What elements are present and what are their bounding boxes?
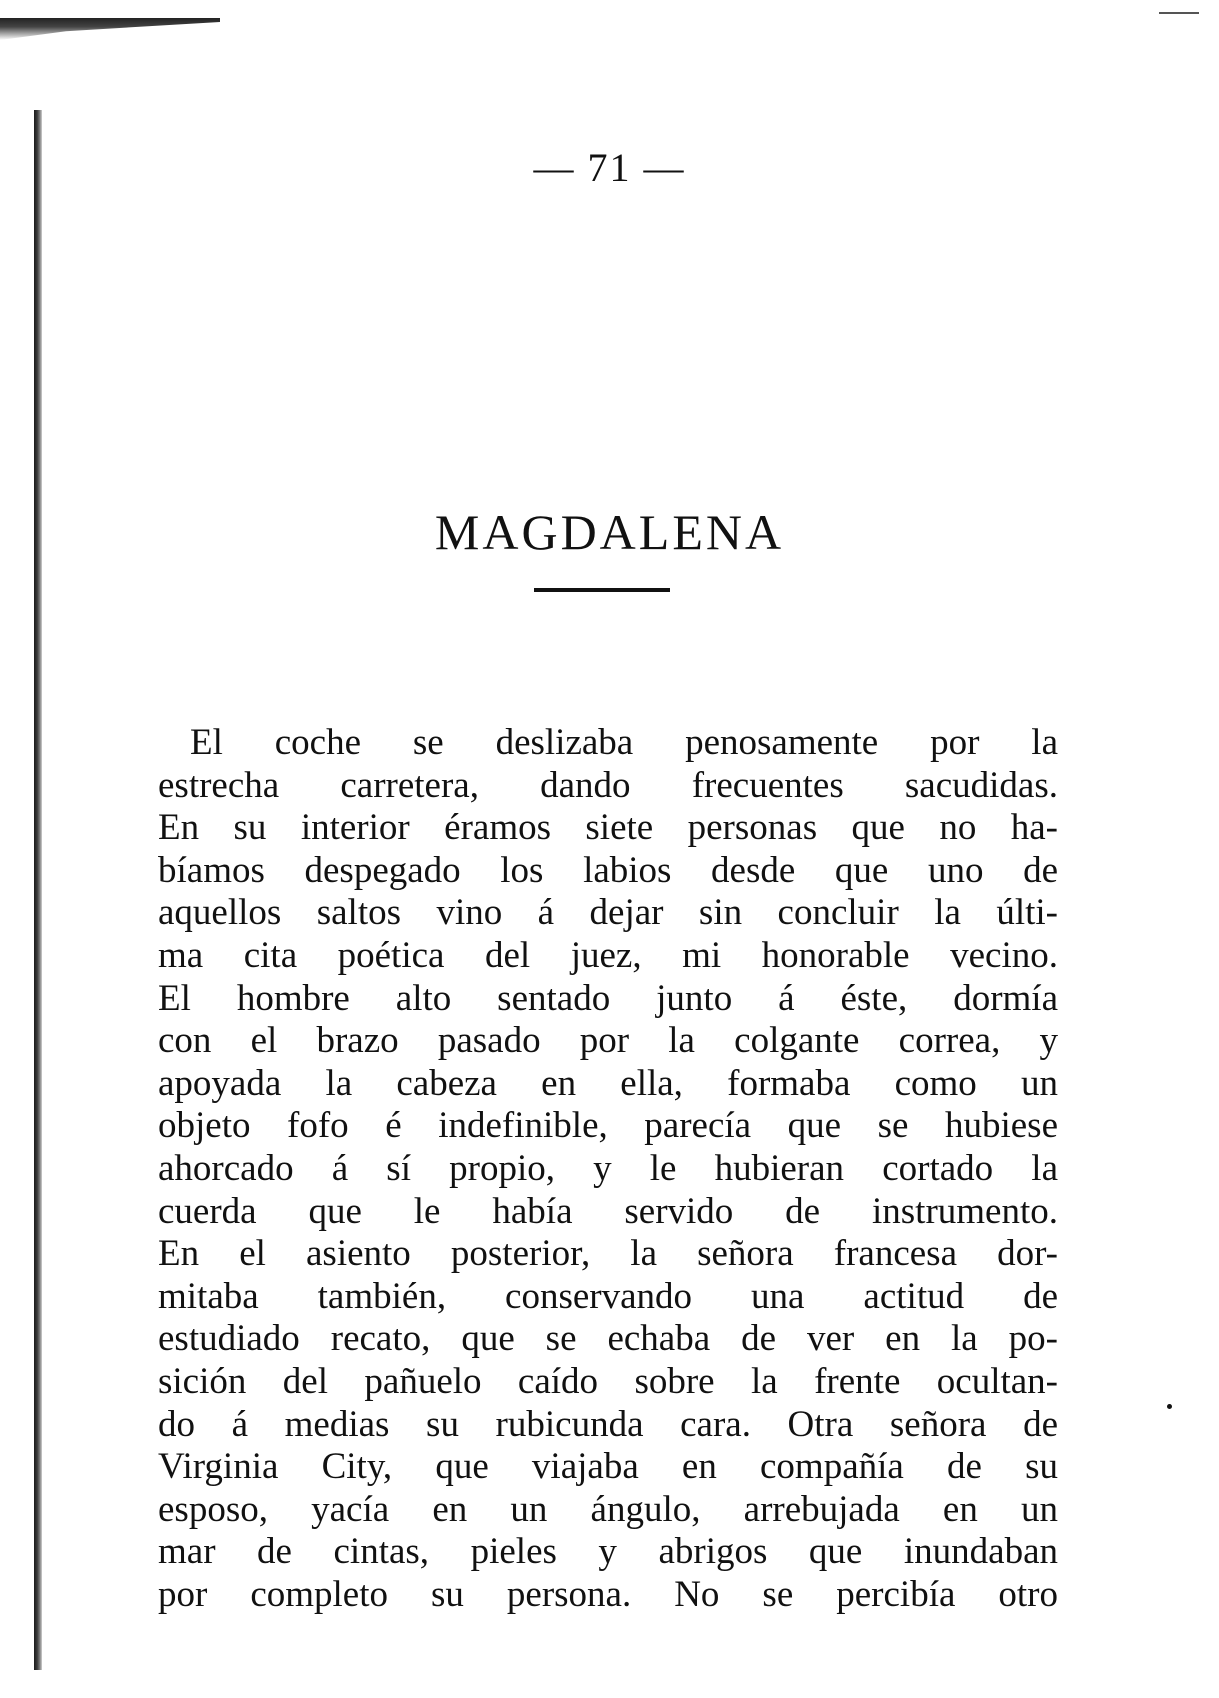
paragraph-line: objeto fofo é indefinible, parecía que se hubiese [158,1105,1058,1147]
paragraph-line: ahorcado á sí propio, y le hubieran cortado la [158,1147,1058,1189]
paragraph-line: sición del pañuelo caído sobre la frente ocultan- [158,1360,1058,1402]
paragraph-line: esposo, yacía en un ángulo, arrebujada en un [158,1488,1058,1530]
paragraph-line: Virginia City, que viajaba en compañía de su [158,1446,1058,1488]
paragraph-line: por completo su persona. No se percibía otro [158,1573,1058,1615]
title-divider [534,588,670,592]
paragraph-line: estudiado recato, que se echaba de ver en la po- [158,1318,1058,1360]
paragraph-line: En su interior éramos siete personas que no ha- [158,807,1058,849]
paragraph-line: do á medias su rubicunda cara. Otra señora de [158,1403,1058,1445]
chapter-title: MAGDALENA [434,504,785,560]
paragraph-line: El coche se deslizaba penosamente por la [190,722,1058,763]
scan-artifact-left-edge [34,110,42,1670]
paragraph-line: estrecha carretera, dando frecuentes sacudidas. [158,764,1058,806]
page-number: — 71 — [533,145,686,190]
body-paragraph [158,722,1058,1616]
paragraph-line: bíamos despegado los labios desde que uno de [158,849,1058,891]
scan-artifact-top-left [0,18,220,40]
paragraph-line: En el asiento posterior, la señora francesa dor- [158,1233,1058,1275]
scan-speck [1167,1404,1172,1409]
scan-artifact-top-right [1159,12,1199,14]
paragraph-line: apoyada la cabeza en ella, formaba como un [158,1062,1058,1104]
paragraph-line: El hombre alto sentado junto á éste, dormía [158,977,1058,1019]
paragraph-line: con el brazo pasado por la colgante correa, y [158,1020,1058,1062]
paragraph-line: mitaba también, conservando una actitud de [158,1275,1058,1317]
paragraph-line: ma cita poética del juez, mi honorable vecino. [158,934,1058,976]
paragraph-line: cuerda que le había servido de instrumento. [158,1190,1058,1232]
paragraph-line: aquellos saltos vino á dejar sin concluir la últi- [158,892,1058,934]
paragraph-line: mar de cintas, pieles y abrigos que inundaban [158,1531,1058,1573]
